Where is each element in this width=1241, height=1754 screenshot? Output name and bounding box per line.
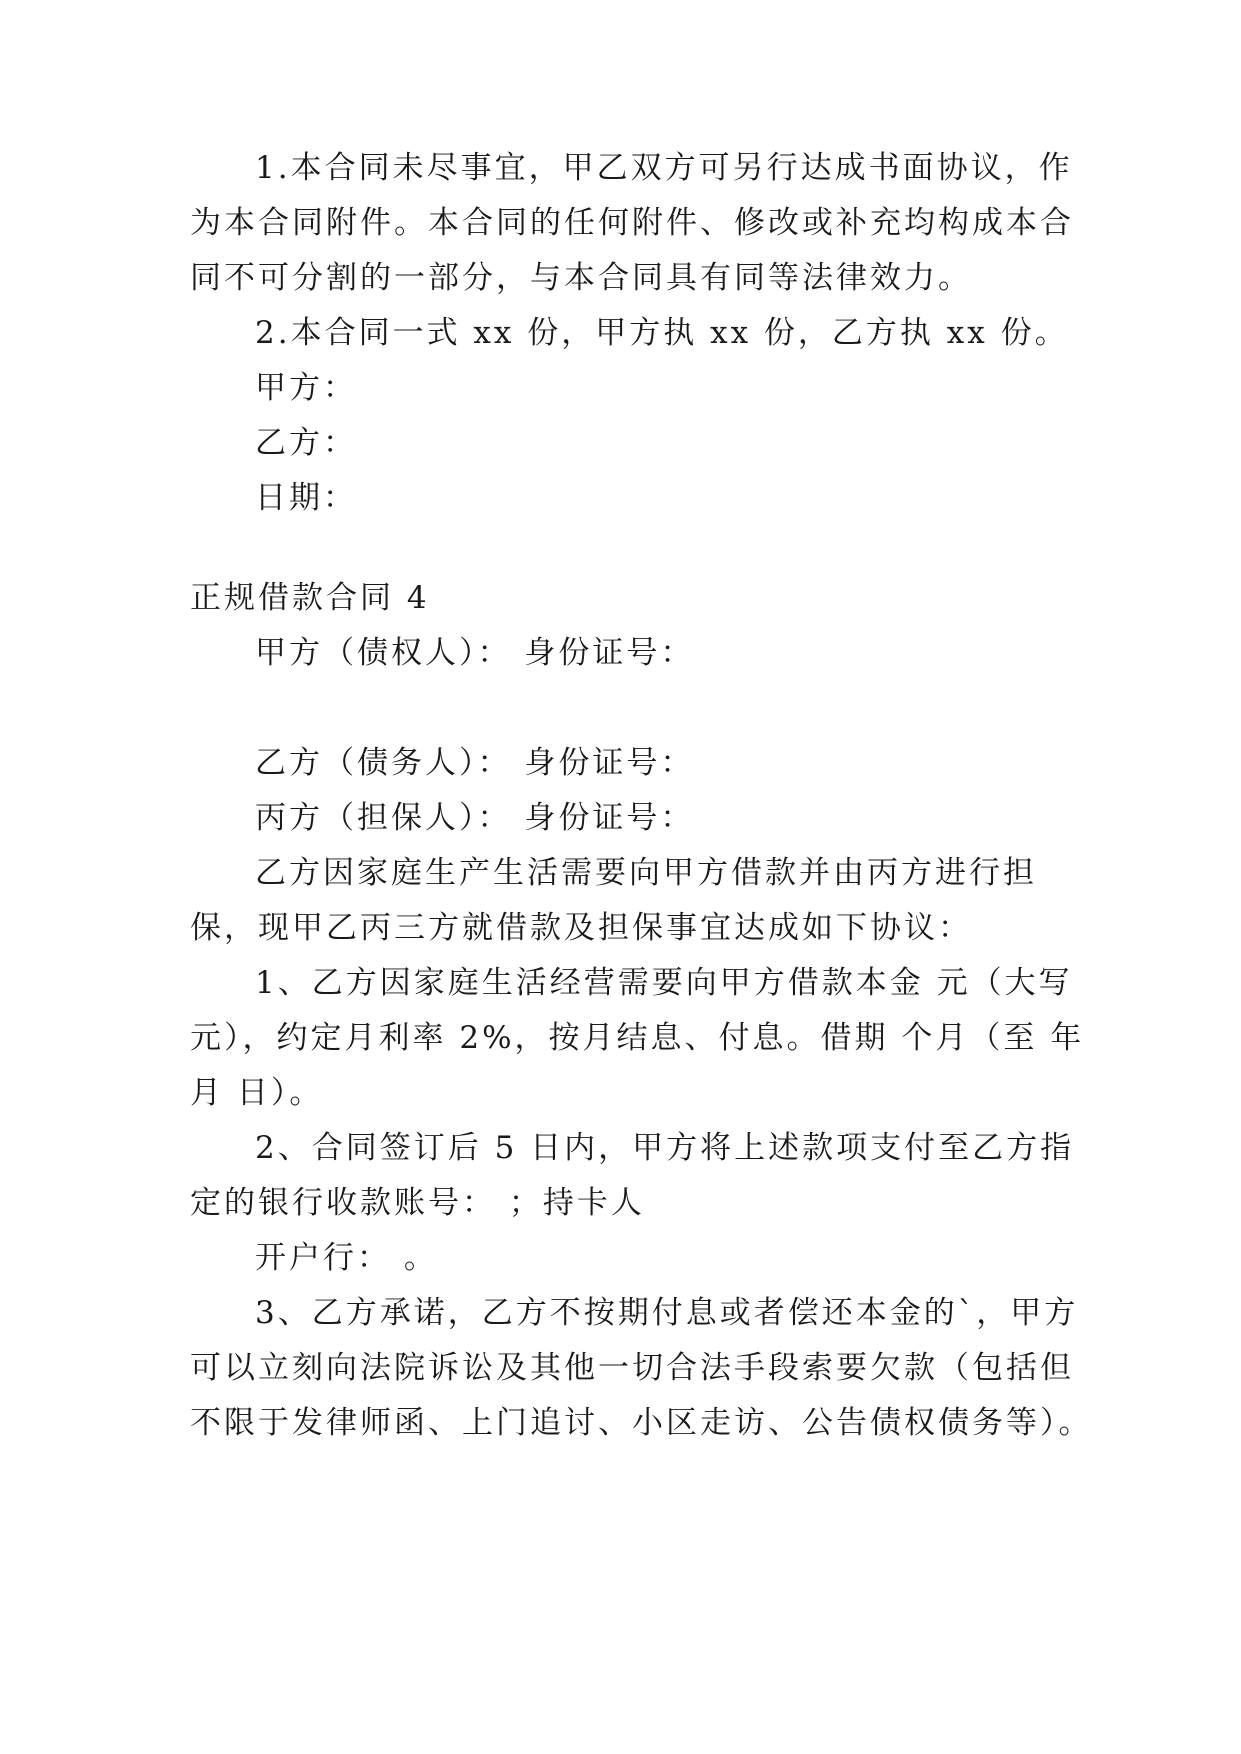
debtor-line: 乙方（债务人）： 身份证号： <box>255 745 695 781</box>
guarantor-line: 丙方（担保人）： 身份证号： <box>255 800 695 836</box>
item-2-line-1: 2、合同签订后 5 日内，甲方将上述款项支付至乙方指 <box>255 1130 1075 1166</box>
party-b-signature-label: 乙方： <box>255 425 357 461</box>
clause-1-line-1: 1.本合同未尽事宜，甲乙双方可另行达成书面协议，作 <box>255 150 1073 186</box>
item-2-line-3: 开户行： 。 <box>255 1240 438 1276</box>
preamble-line-2: 保，现甲乙丙三方就借款及担保事宜达成如下协议： <box>190 910 972 946</box>
date-label: 日期： <box>255 480 357 516</box>
item-3-line-2: 可以立刻向法院诉讼及其他一切合法手段索要欠款（包括但 <box>190 1350 1074 1386</box>
item-1-line-2: 元），约定月利率 2%，按月结息、付息。借期 个月（至 年 <box>190 1020 1085 1056</box>
item-1-line-3: 月 日）。 <box>190 1075 324 1111</box>
item-3-line-1: 3、乙方承诺，乙方不按期付息或者偿还本金的`，甲方 <box>255 1295 1079 1331</box>
item-1-line-1: 1、乙方因家庭生活经营需要向甲方借款本金 元（大写 <box>255 965 1073 1001</box>
party-a-signature-label: 甲方： <box>255 370 357 406</box>
contract-title: 正规借款合同 4 <box>190 580 430 616</box>
item-2-line-2: 定的银行收款账号： ；持卡人 <box>190 1185 645 1221</box>
creditor-line: 甲方（债权人）： 身份证号： <box>255 635 695 671</box>
clause-2: 2.本合同一式 xx 份，甲方执 xx 份，乙方执 xx 份。 <box>255 315 1069 351</box>
item-3-line-3: 不限于发律师函、上门追讨、小区走访、公告债权债务等）。 <box>190 1405 1093 1441</box>
preamble-line-1: 乙方因家庭生产生活需要向甲方借款并由丙方进行担 <box>255 855 1037 891</box>
clause-1-line-2: 为本合同附件。本合同的任何附件、修改或补充均构成本合 <box>190 205 1074 241</box>
clause-1-line-3: 同不可分割的一部分，与本合同具有同等法律效力。 <box>190 260 972 296</box>
